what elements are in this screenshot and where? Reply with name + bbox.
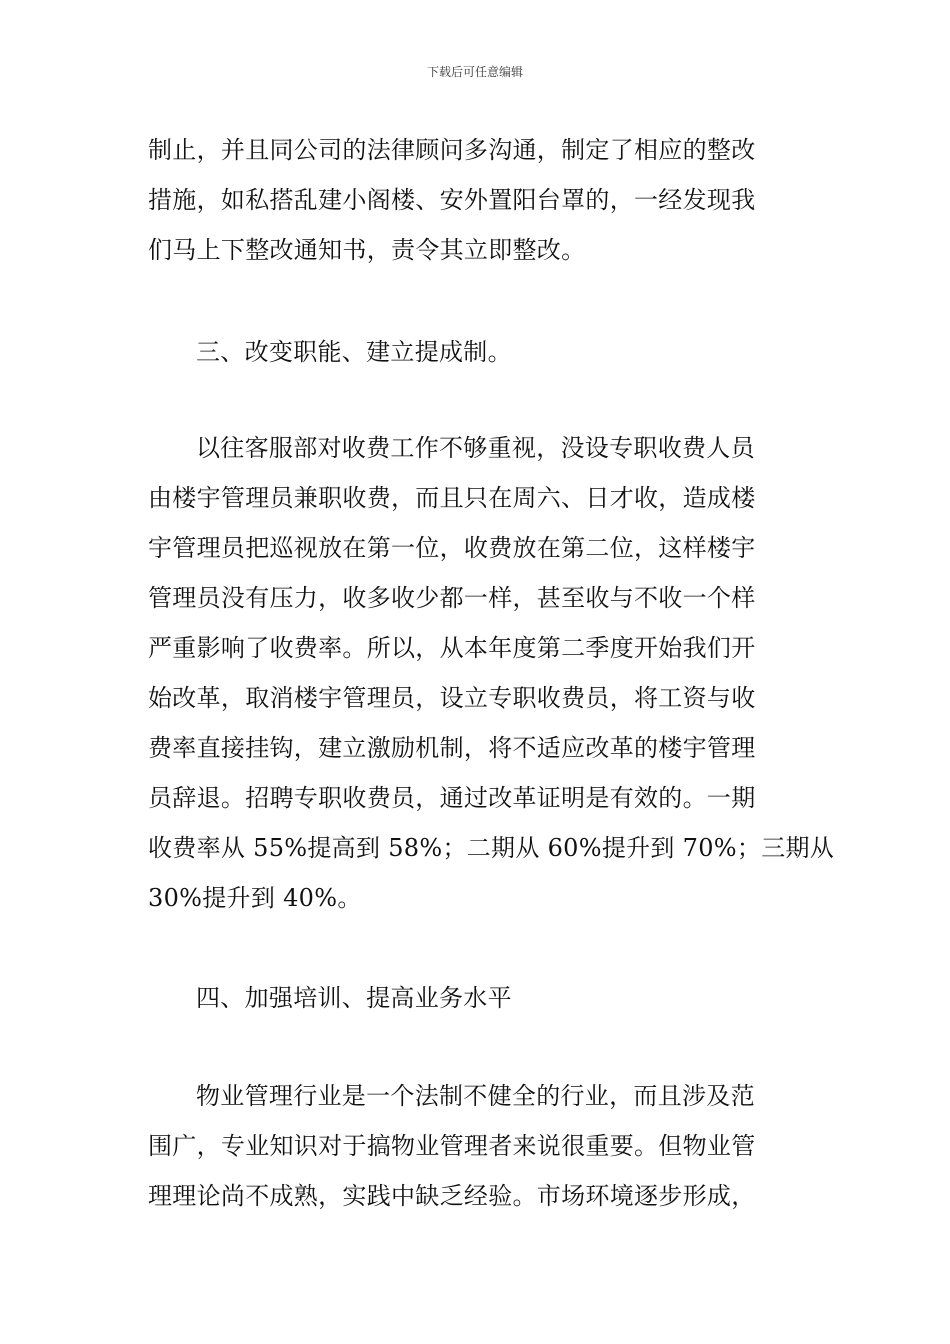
- paragraph-line: 围广，专业知识对于搞物业管理者来说很重要。但物业管: [148, 1132, 756, 1160]
- paragraph-line: 制止，并且同公司的法律顾问多沟通，制定了相应的整改: [148, 136, 756, 164]
- paragraph-line: 宇管理员把巡视放在第一位，收费放在第二位，这样楼宇: [148, 534, 756, 562]
- paragraph-line: 物业管理行业是一个法制不健全的行业，而且涉及范: [196, 1082, 755, 1110]
- paragraph-line: 员辞退。招聘专职收费员，通过改革证明是有效的。一期: [148, 784, 756, 812]
- paragraph-line: 们马上下整改通知书，责令其立即整改。: [148, 236, 586, 264]
- page-header: 下载后可任意编辑: [426, 65, 523, 79]
- paragraph-line: 30%提升到 40%。: [148, 884, 362, 912]
- paragraph-line: 管理员没有压力，收多收少都一样，甚至收与不收一个样: [148, 584, 756, 612]
- paragraph-line: 费率直接挂钩，建立激励机制，将不适应改革的楼宇管理: [148, 734, 756, 762]
- section-heading: 四、加强培训、提高业务水平: [196, 984, 512, 1012]
- paragraph-line: 严重影响了收费率。所以，从本年度第二季度开始我们开: [148, 634, 756, 662]
- paragraph-line: 收费率从 55%提高到 58%；二期从 60%提升到 70%；三期从: [148, 834, 835, 862]
- section-heading: 三、改变职能、建立提成制。: [196, 338, 512, 366]
- paragraph-line: 由楼宇管理员兼职收费，而且只在周六、日才收，造成楼: [148, 484, 756, 512]
- paragraph-line: 措施，如私搭乱建小阁楼、安外置阳台罩的，一经发现我: [148, 186, 756, 214]
- paragraph-line: 以往客服部对收费工作不够重视，没设专职收费人员: [196, 434, 755, 462]
- paragraph-line: 始改革，取消楼宇管理员，设立专职收费员，将工资与收: [148, 684, 756, 712]
- paragraph-line: 理理论尚不成熟，实践中缺乏经验。市场环境逐步形成，: [148, 1182, 756, 1210]
